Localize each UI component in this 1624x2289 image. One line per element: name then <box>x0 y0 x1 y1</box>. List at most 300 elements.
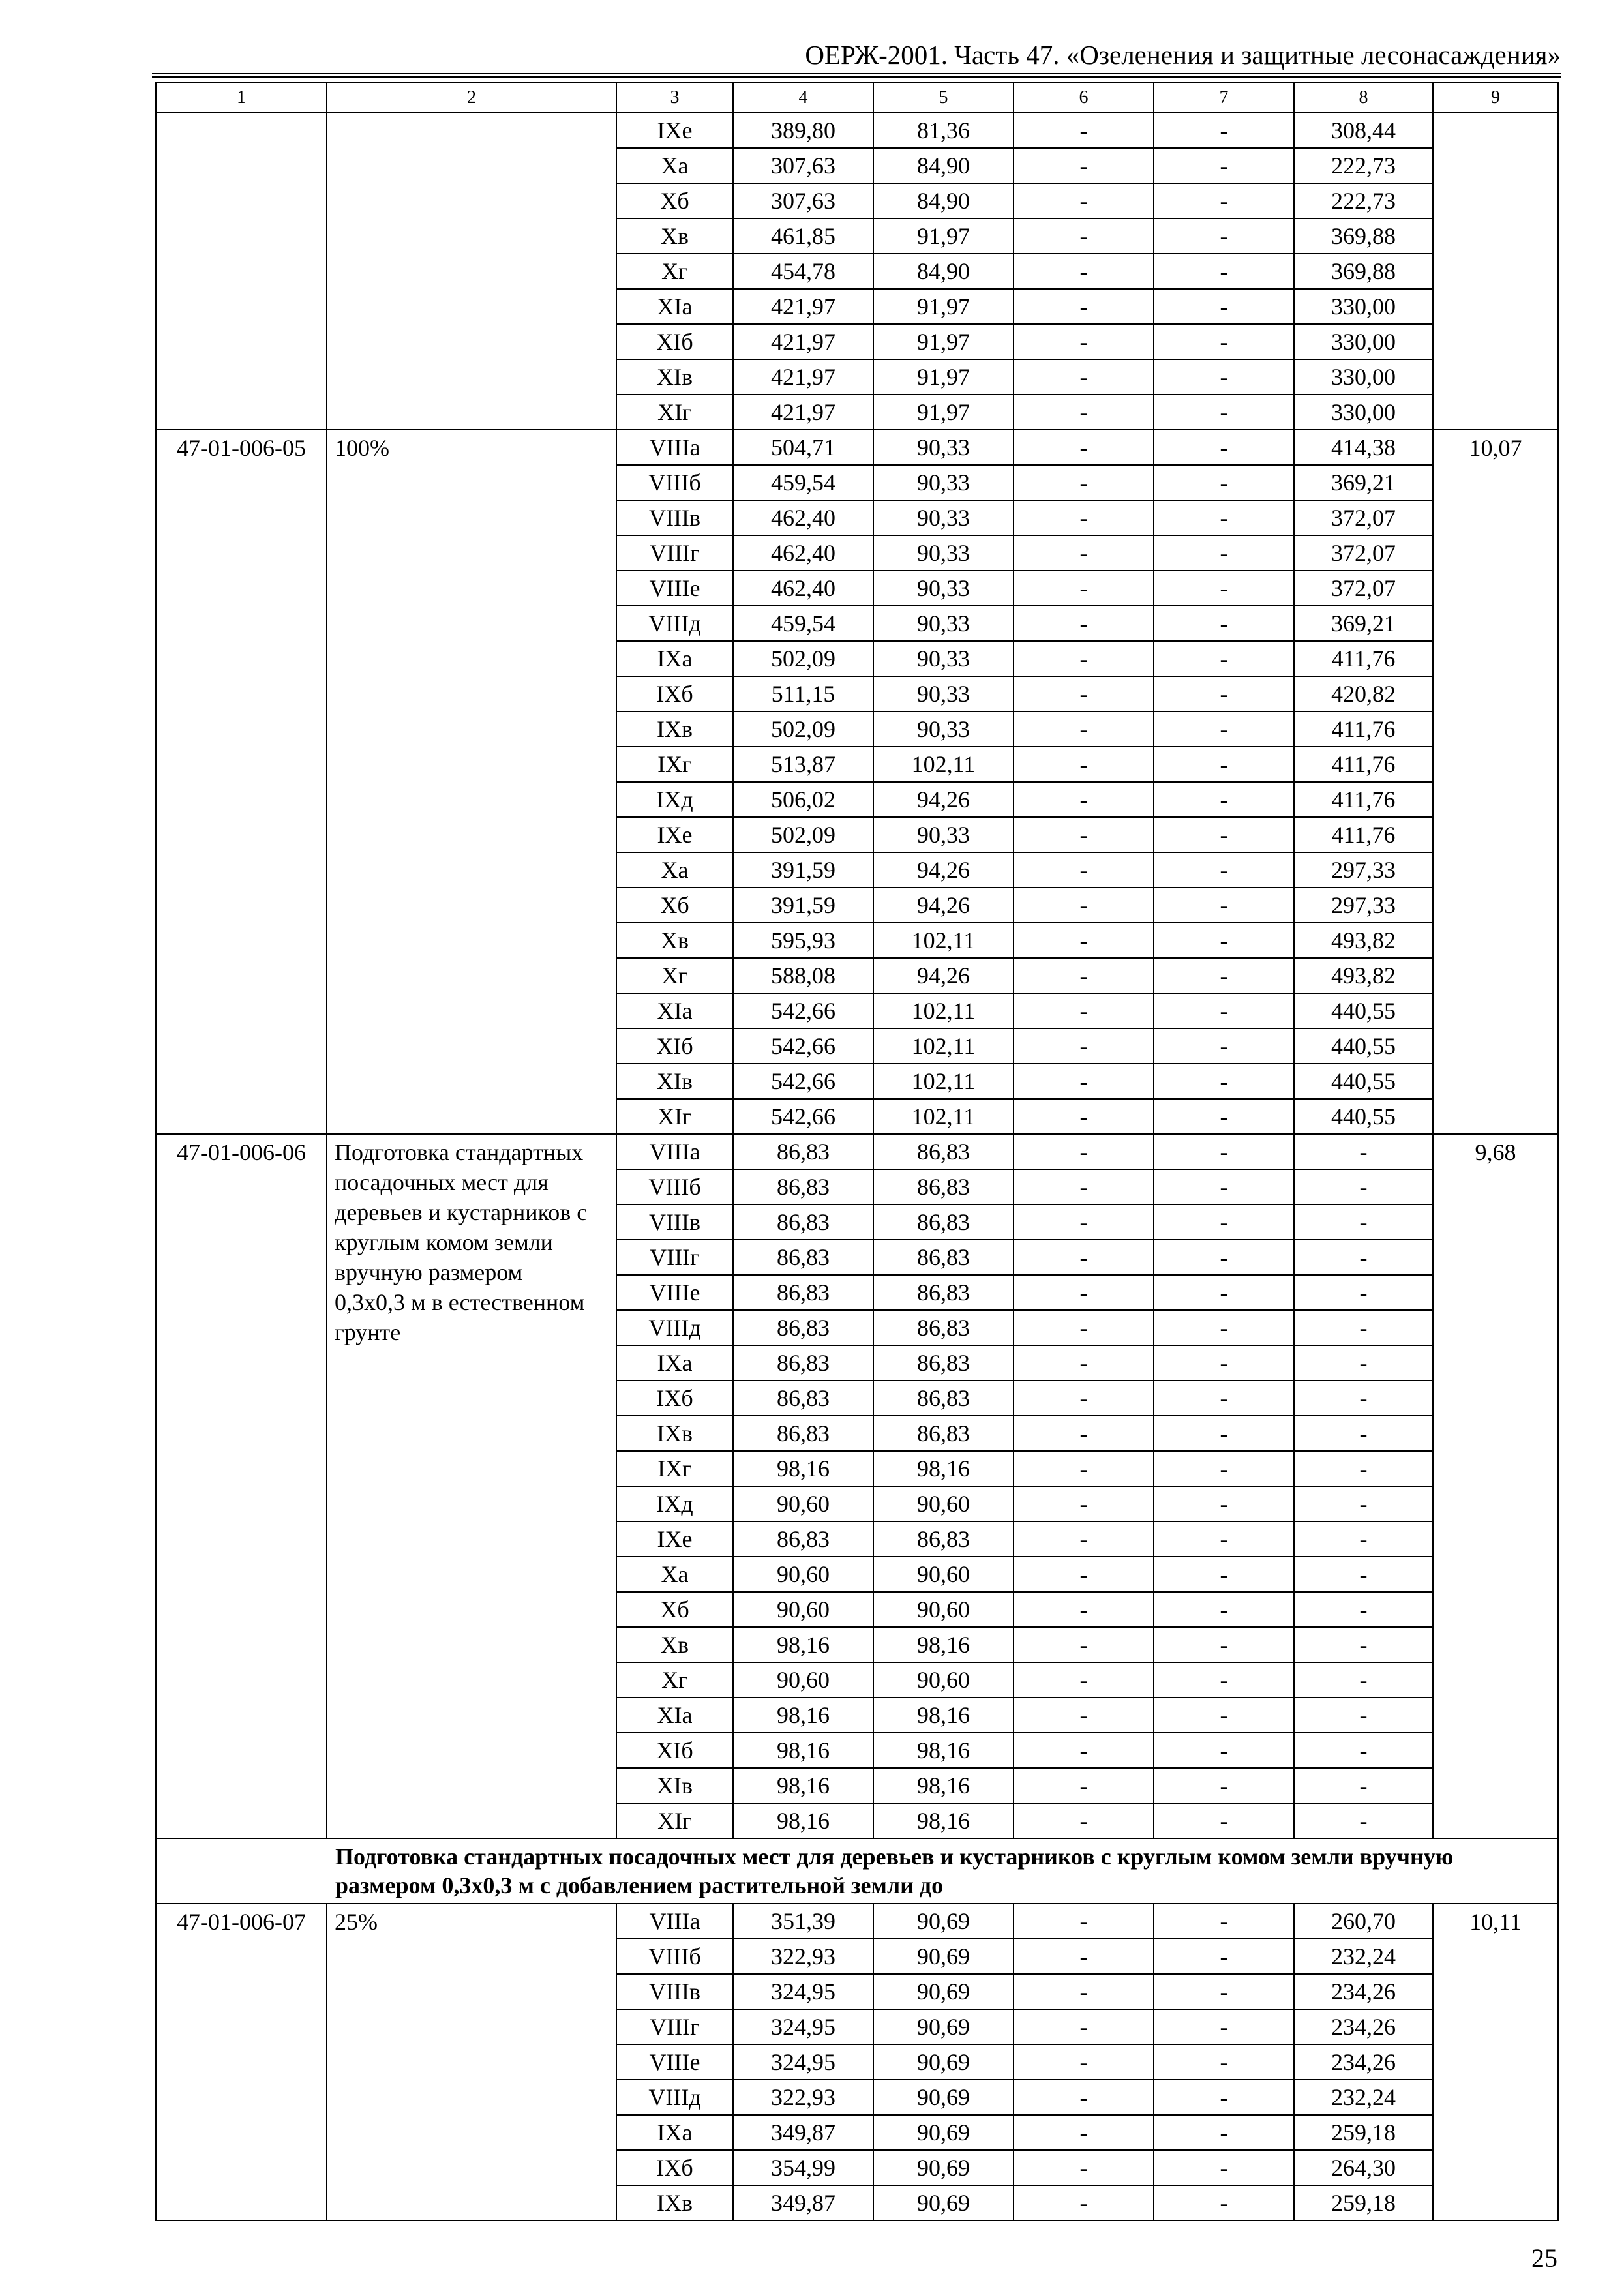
column-4-value-cell: 98,16 <box>733 1768 873 1803</box>
zone-cell: IXе <box>616 817 733 852</box>
column-8-value-cell: 440,55 <box>1294 993 1433 1028</box>
zone-cell: Xг <box>616 958 733 993</box>
column-8-value-cell: 222,73 <box>1294 183 1433 218</box>
section-heading-row <box>156 1838 1558 1904</box>
column-7-value-cell: - <box>1154 1768 1294 1803</box>
column-5-value-cell: 90,69 <box>873 1939 1014 1974</box>
column-4-value-cell: 324,95 <box>733 2044 873 2080</box>
zone-cell: VIIIв <box>616 1974 733 2009</box>
norms-table <box>155 82 1559 2221</box>
column-8-value-cell: 330,00 <box>1294 289 1433 324</box>
column-7-value-cell: - <box>1154 2009 1294 2044</box>
column-4-value-cell: 502,09 <box>733 817 873 852</box>
zone-cell: XIа <box>616 1698 733 1733</box>
work-description-cell: 100% <box>327 430 616 1134</box>
column-4-value-cell: 90,60 <box>733 1662 873 1698</box>
zone-cell: Xв <box>616 1627 733 1662</box>
column-7-value-cell: - <box>1154 500 1294 535</box>
column-7-value-cell: - <box>1154 993 1294 1028</box>
column-5-value-cell: 90,33 <box>873 571 1014 606</box>
column-8-value-cell: - <box>1294 1698 1433 1733</box>
column-5-value-cell: 90,69 <box>873 1904 1014 1939</box>
column-4-value-cell: 502,09 <box>733 641 873 676</box>
column-7-value-cell: - <box>1154 359 1294 395</box>
column-7-value-cell: - <box>1154 1698 1294 1733</box>
column-7-value-cell: - <box>1154 1557 1294 1592</box>
column-5-value-cell: 94,26 <box>873 852 1014 888</box>
column-4-value-cell: 513,87 <box>733 747 873 782</box>
zone-cell: XIб <box>616 1028 733 1064</box>
column-7-value-cell: - <box>1154 1521 1294 1557</box>
column-8-value-cell: - <box>1294 1416 1433 1451</box>
column-number-header: 6 <box>1014 82 1154 113</box>
zone-cell: VIIIа <box>616 1904 733 1939</box>
column-4-value-cell: 90,60 <box>733 1557 873 1592</box>
column-7-value-cell: - <box>1154 1733 1294 1768</box>
document-title: ОЕРЖ-2001. Часть 47. «Озеленения и защитные лесонасаждения» <box>805 40 1561 70</box>
zone-cell: VIIIв <box>616 1204 733 1240</box>
column-7-value-cell: - <box>1154 1028 1294 1064</box>
column-8-value-cell: 411,76 <box>1294 641 1433 676</box>
rate-code-cell <box>156 113 327 430</box>
column-5-value-cell: 98,16 <box>873 1733 1014 1768</box>
table-row <box>156 1904 1558 1939</box>
column-7-value-cell: - <box>1154 1803 1294 1838</box>
column-6-value-cell: - <box>1014 430 1154 465</box>
column-6-value-cell: - <box>1014 324 1154 359</box>
column-number-header: 3 <box>616 82 733 113</box>
zone-cell: IXб <box>616 2150 733 2185</box>
column-8-value-cell: - <box>1294 1275 1433 1310</box>
column-8-value-cell: - <box>1294 1662 1433 1698</box>
column-4-value-cell: 542,66 <box>733 1064 873 1099</box>
column-7-value-cell: - <box>1154 1939 1294 1974</box>
column-4-value-cell: 462,40 <box>733 535 873 571</box>
zone-cell: VIIIб <box>616 1939 733 1974</box>
column-5-value-cell: 90,69 <box>873 1974 1014 2009</box>
column-7-value-cell: - <box>1154 1099 1294 1134</box>
column-number-header: 5 <box>873 82 1014 113</box>
column-5-value-cell: 90,33 <box>873 465 1014 500</box>
column-4-value-cell: 86,83 <box>733 1521 873 1557</box>
column-8-value-cell: 369,88 <box>1294 218 1433 254</box>
column-5-value-cell: 98,16 <box>873 1698 1014 1733</box>
zone-cell: Xг <box>616 1662 733 1698</box>
column-4-value-cell: 461,85 <box>733 218 873 254</box>
column-8-value-cell: 232,24 <box>1294 1939 1433 1974</box>
column-8-value-cell: 264,30 <box>1294 2150 1433 2185</box>
zone-cell: IXг <box>616 747 733 782</box>
zone-cell: VIIIг <box>616 1240 733 1275</box>
column-8-value-cell: 297,33 <box>1294 852 1433 888</box>
column-5-value-cell: 86,83 <box>873 1381 1014 1416</box>
column-number-header: 8 <box>1294 82 1433 113</box>
column-6-value-cell: - <box>1014 2115 1154 2150</box>
column-7-value-cell: - <box>1154 1169 1294 1204</box>
column-8-value-cell: 330,00 <box>1294 395 1433 430</box>
running-header <box>152 39 1561 78</box>
column-7-value-cell: - <box>1154 1134 1294 1169</box>
column-4-value-cell: 322,93 <box>733 2080 873 2115</box>
column-6-value-cell: - <box>1014 2080 1154 2115</box>
column-6-value-cell: - <box>1014 359 1154 395</box>
zone-cell: XIв <box>616 1768 733 1803</box>
column-8-value-cell: 411,76 <box>1294 782 1433 817</box>
column-8-value-cell: - <box>1294 1204 1433 1240</box>
zone-cell: XIв <box>616 359 733 395</box>
column-8-value-cell: 369,21 <box>1294 465 1433 500</box>
rate-code-cell: 47-01-006-07 <box>156 1904 327 2221</box>
column-7-value-cell: - <box>1154 2150 1294 2185</box>
column-7-value-cell: - <box>1154 289 1294 324</box>
column-8-value-cell: 297,33 <box>1294 888 1433 923</box>
column-4-value-cell: 90,60 <box>733 1486 873 1521</box>
zone-cell: IXб <box>616 676 733 711</box>
column-number-header: 4 <box>733 82 873 113</box>
column-5-value-cell: 90,33 <box>873 535 1014 571</box>
column-6-value-cell: - <box>1014 183 1154 218</box>
column-7-value-cell: - <box>1154 1592 1294 1627</box>
column-8-value-cell: 372,07 <box>1294 500 1433 535</box>
column-8-value-cell: 372,07 <box>1294 535 1433 571</box>
column-6-value-cell: - <box>1014 1662 1154 1698</box>
column-5-value-cell: 90,33 <box>873 676 1014 711</box>
column-5-value-cell: 86,83 <box>873 1275 1014 1310</box>
column-4-value-cell: 462,40 <box>733 571 873 606</box>
column-5-value-cell: 98,16 <box>873 1803 1014 1838</box>
column-5-value-cell: 86,83 <box>873 1240 1014 1275</box>
column-8-value-cell: 440,55 <box>1294 1064 1433 1099</box>
column-8-value-cell: 493,82 <box>1294 958 1433 993</box>
column-4-value-cell: 322,93 <box>733 1939 873 1974</box>
column-4-value-cell: 86,83 <box>733 1204 873 1240</box>
column-6-value-cell: - <box>1014 1592 1154 1627</box>
column-8-value-cell: 234,26 <box>1294 2044 1433 2080</box>
column-8-value-cell: - <box>1294 1310 1433 1345</box>
column-6-value-cell: - <box>1014 1803 1154 1838</box>
column-6-value-cell: - <box>1014 1974 1154 2009</box>
zone-cell: Xа <box>616 148 733 183</box>
column-4-value-cell: 542,66 <box>733 1028 873 1064</box>
column-8-value-cell: 411,76 <box>1294 711 1433 747</box>
column-4-value-cell: 459,54 <box>733 465 873 500</box>
zone-cell: VIIIд <box>616 1310 733 1345</box>
column-6-value-cell: - <box>1014 1381 1154 1416</box>
column-8-value-cell: 259,18 <box>1294 2115 1433 2150</box>
column-9-value-cell: 10,11 <box>1433 1904 1558 2221</box>
column-8-value-cell: 420,82 <box>1294 676 1433 711</box>
column-4-value-cell: 588,08 <box>733 958 873 993</box>
column-8-value-cell: 330,00 <box>1294 359 1433 395</box>
column-7-value-cell: - <box>1154 1240 1294 1275</box>
column-4-value-cell: 98,16 <box>733 1733 873 1768</box>
zone-cell: IXб <box>616 1381 733 1416</box>
column-5-value-cell: 86,83 <box>873 1310 1014 1345</box>
column-6-value-cell: - <box>1014 1204 1154 1240</box>
column-4-value-cell: 86,83 <box>733 1169 873 1204</box>
column-5-value-cell: 84,90 <box>873 254 1014 289</box>
column-5-value-cell: 90,33 <box>873 817 1014 852</box>
column-8-value-cell: - <box>1294 1486 1433 1521</box>
zone-cell: Xв <box>616 923 733 958</box>
section-heading: Подготовка стандартных посадочных мест для деревьев и кустарников с круглым комом земли вручную размером 0,3х0,3 м с добавлением растительной земли до <box>156 1838 1558 1904</box>
column-6-value-cell: - <box>1014 1240 1154 1275</box>
column-6-value-cell: - <box>1014 1345 1154 1381</box>
column-number-header: 2 <box>327 82 616 113</box>
zone-cell: Xг <box>616 254 733 289</box>
work-description-cell: 25% <box>327 1904 616 2221</box>
column-6-value-cell: - <box>1014 218 1154 254</box>
table-body <box>156 113 1558 2221</box>
column-7-value-cell: - <box>1154 324 1294 359</box>
zone-cell: XIг <box>616 395 733 430</box>
column-8-value-cell: 232,24 <box>1294 2080 1433 2115</box>
column-4-value-cell: 391,59 <box>733 888 873 923</box>
column-7-value-cell: - <box>1154 1904 1294 1939</box>
column-6-value-cell: - <box>1014 500 1154 535</box>
column-6-value-cell: - <box>1014 254 1154 289</box>
column-7-value-cell: - <box>1154 2044 1294 2080</box>
column-4-value-cell: 462,40 <box>733 500 873 535</box>
column-5-value-cell: 102,11 <box>873 747 1014 782</box>
zone-cell: VIIIа <box>616 430 733 465</box>
column-9-value-cell: 10,07 <box>1433 430 1558 1134</box>
column-4-value-cell: 307,63 <box>733 148 873 183</box>
column-6-value-cell: - <box>1014 395 1154 430</box>
column-7-value-cell: - <box>1154 535 1294 571</box>
table-row <box>156 1134 1558 1169</box>
zone-cell: IXа <box>616 2115 733 2150</box>
column-5-value-cell: 90,60 <box>873 1557 1014 1592</box>
column-8-value-cell: - <box>1294 1521 1433 1557</box>
column-8-value-cell: 411,76 <box>1294 747 1433 782</box>
column-7-value-cell: - <box>1154 254 1294 289</box>
column-7-value-cell: - <box>1154 571 1294 606</box>
zone-cell: Xб <box>616 1592 733 1627</box>
column-5-value-cell: 94,26 <box>873 958 1014 993</box>
column-7-value-cell: - <box>1154 747 1294 782</box>
column-6-value-cell: - <box>1014 1939 1154 1974</box>
zone-cell: VIIIе <box>616 2044 733 2080</box>
column-5-value-cell: 102,11 <box>873 923 1014 958</box>
zone-cell: IXг <box>616 1451 733 1486</box>
column-7-value-cell: - <box>1154 1345 1294 1381</box>
column-5-value-cell: 86,83 <box>873 1169 1014 1204</box>
column-7-value-cell: - <box>1154 888 1294 923</box>
column-7-value-cell: - <box>1154 113 1294 148</box>
column-5-value-cell: 90,33 <box>873 500 1014 535</box>
column-5-value-cell: 90,69 <box>873 2185 1014 2221</box>
work-description-cell <box>327 113 616 430</box>
column-4-value-cell: 86,83 <box>733 1275 873 1310</box>
column-8-value-cell: - <box>1294 1381 1433 1416</box>
column-4-value-cell: 349,87 <box>733 2185 873 2221</box>
column-6-value-cell: - <box>1014 888 1154 923</box>
column-6-value-cell: - <box>1014 1028 1154 1064</box>
column-4-value-cell: 86,83 <box>733 1345 873 1381</box>
column-5-value-cell: 86,83 <box>873 1521 1014 1557</box>
zone-cell: IXе <box>616 113 733 148</box>
column-4-value-cell: 307,63 <box>733 183 873 218</box>
column-6-value-cell: - <box>1014 852 1154 888</box>
column-6-value-cell: - <box>1014 1416 1154 1451</box>
column-6-value-cell: - <box>1014 1698 1154 1733</box>
work-description-cell: Подготовка стандартных посадочных мест для деревьев и кустарников с круглым комом земли вручную размером 0,3х0,3 м в естественном грунте <box>327 1134 616 1838</box>
column-9-value-cell <box>1433 113 1558 430</box>
zone-cell: Xа <box>616 852 733 888</box>
zone-cell: VIIIг <box>616 535 733 571</box>
column-4-value-cell: 421,97 <box>733 324 873 359</box>
zone-cell: XIб <box>616 1733 733 1768</box>
column-number-header: 1 <box>156 82 327 113</box>
column-6-value-cell: - <box>1014 1904 1154 1939</box>
column-4-value-cell: 98,16 <box>733 1451 873 1486</box>
column-4-value-cell: 511,15 <box>733 676 873 711</box>
column-7-value-cell: - <box>1154 676 1294 711</box>
column-8-value-cell: - <box>1294 1627 1433 1662</box>
column-4-value-cell: 542,66 <box>733 993 873 1028</box>
zone-cell: VIIIа <box>616 1134 733 1169</box>
column-7-value-cell: - <box>1154 2115 1294 2150</box>
column-7-value-cell: - <box>1154 782 1294 817</box>
column-number-header: 7 <box>1154 82 1294 113</box>
zone-cell: IXв <box>616 2185 733 2221</box>
zone-cell: IXд <box>616 782 733 817</box>
column-4-value-cell: 459,54 <box>733 606 873 641</box>
column-6-value-cell: - <box>1014 113 1154 148</box>
column-number-row <box>156 82 1558 113</box>
column-6-value-cell: - <box>1014 465 1154 500</box>
column-7-value-cell: - <box>1154 465 1294 500</box>
column-6-value-cell: - <box>1014 1451 1154 1486</box>
zone-cell: XIг <box>616 1099 733 1134</box>
column-7-value-cell: - <box>1154 1451 1294 1486</box>
column-8-value-cell: 369,88 <box>1294 254 1433 289</box>
column-6-value-cell: - <box>1014 535 1154 571</box>
column-4-value-cell: 324,95 <box>733 1974 873 2009</box>
column-6-value-cell: - <box>1014 2009 1154 2044</box>
column-7-value-cell: - <box>1154 148 1294 183</box>
column-7-value-cell: - <box>1154 183 1294 218</box>
column-4-value-cell: 98,16 <box>733 1627 873 1662</box>
column-6-value-cell: - <box>1014 641 1154 676</box>
column-8-value-cell: - <box>1294 1803 1433 1838</box>
zone-cell: Xб <box>616 183 733 218</box>
column-8-value-cell: 493,82 <box>1294 923 1433 958</box>
column-6-value-cell: - <box>1014 1064 1154 1099</box>
column-6-value-cell: - <box>1014 2150 1154 2185</box>
column-7-value-cell: - <box>1154 2080 1294 2115</box>
column-4-value-cell: 542,66 <box>733 1099 873 1134</box>
column-4-value-cell: 389,80 <box>733 113 873 148</box>
column-8-value-cell: 440,55 <box>1294 1028 1433 1064</box>
column-6-value-cell: - <box>1014 817 1154 852</box>
column-8-value-cell: - <box>1294 1169 1433 1204</box>
rate-code-cell: 47-01-006-05 <box>156 430 327 1134</box>
column-6-value-cell: - <box>1014 1134 1154 1169</box>
column-6-value-cell: - <box>1014 1169 1154 1204</box>
column-7-value-cell: - <box>1154 218 1294 254</box>
column-6-value-cell: - <box>1014 148 1154 183</box>
column-4-value-cell: 98,16 <box>733 1803 873 1838</box>
column-4-value-cell: 504,71 <box>733 430 873 465</box>
column-6-value-cell: - <box>1014 1768 1154 1803</box>
column-8-value-cell: - <box>1294 1768 1433 1803</box>
column-8-value-cell: - <box>1294 1134 1433 1169</box>
column-7-value-cell: - <box>1154 1974 1294 2009</box>
column-8-value-cell: 222,73 <box>1294 148 1433 183</box>
column-6-value-cell: - <box>1014 1733 1154 1768</box>
column-4-value-cell: 349,87 <box>733 2115 873 2150</box>
column-5-value-cell: 91,97 <box>873 218 1014 254</box>
zone-cell: IXа <box>616 641 733 676</box>
zone-cell: VIIIв <box>616 500 733 535</box>
column-8-value-cell: - <box>1294 1592 1433 1627</box>
column-5-value-cell: 94,26 <box>873 888 1014 923</box>
column-5-value-cell: 90,69 <box>873 2080 1014 2115</box>
column-7-value-cell: - <box>1154 1486 1294 1521</box>
column-8-value-cell: - <box>1294 1345 1433 1381</box>
column-6-value-cell: - <box>1014 1099 1154 1134</box>
zone-cell: IXа <box>616 1345 733 1381</box>
column-4-value-cell: 86,83 <box>733 1310 873 1345</box>
column-5-value-cell: 91,97 <box>873 359 1014 395</box>
zone-cell: IXв <box>616 711 733 747</box>
column-8-value-cell: - <box>1294 1240 1433 1275</box>
zone-cell: VIIIе <box>616 1275 733 1310</box>
column-6-value-cell: - <box>1014 747 1154 782</box>
zone-cell: VIIIб <box>616 465 733 500</box>
column-7-value-cell: - <box>1154 430 1294 465</box>
column-7-value-cell: - <box>1154 711 1294 747</box>
column-6-value-cell: - <box>1014 606 1154 641</box>
zone-cell: VIIIе <box>616 571 733 606</box>
column-4-value-cell: 354,99 <box>733 2150 873 2185</box>
column-8-value-cell: 440,55 <box>1294 1099 1433 1134</box>
zone-cell: VIIIб <box>616 1169 733 1204</box>
column-4-value-cell: 90,60 <box>733 1592 873 1627</box>
zone-cell: VIIIд <box>616 606 733 641</box>
column-4-value-cell: 421,97 <box>733 359 873 395</box>
column-8-value-cell: 234,26 <box>1294 1974 1433 2009</box>
column-7-value-cell: - <box>1154 1064 1294 1099</box>
column-8-value-cell: 411,76 <box>1294 817 1433 852</box>
zone-cell: Xв <box>616 218 733 254</box>
column-5-value-cell: 98,16 <box>873 1451 1014 1486</box>
column-6-value-cell: - <box>1014 2185 1154 2221</box>
rate-code-cell: 47-01-006-06 <box>156 1134 327 1838</box>
zone-cell: Xб <box>616 888 733 923</box>
column-6-value-cell: - <box>1014 2044 1154 2080</box>
column-number-header: 9 <box>1433 82 1558 113</box>
column-7-value-cell: - <box>1154 1310 1294 1345</box>
column-8-value-cell: 372,07 <box>1294 571 1433 606</box>
column-6-value-cell: - <box>1014 782 1154 817</box>
column-5-value-cell: 90,69 <box>873 2009 1014 2044</box>
column-7-value-cell: - <box>1154 1662 1294 1698</box>
column-4-value-cell: 421,97 <box>733 395 873 430</box>
column-6-value-cell: - <box>1014 1557 1154 1592</box>
column-7-value-cell: - <box>1154 395 1294 430</box>
column-8-value-cell: 369,21 <box>1294 606 1433 641</box>
column-5-value-cell: 102,11 <box>873 1028 1014 1064</box>
column-5-value-cell: 90,60 <box>873 1592 1014 1627</box>
zone-cell: XIа <box>616 289 733 324</box>
column-7-value-cell: - <box>1154 1416 1294 1451</box>
page-number: 25 <box>1531 2243 1557 2273</box>
column-5-value-cell: 86,83 <box>873 1416 1014 1451</box>
column-5-value-cell: 81,36 <box>873 113 1014 148</box>
